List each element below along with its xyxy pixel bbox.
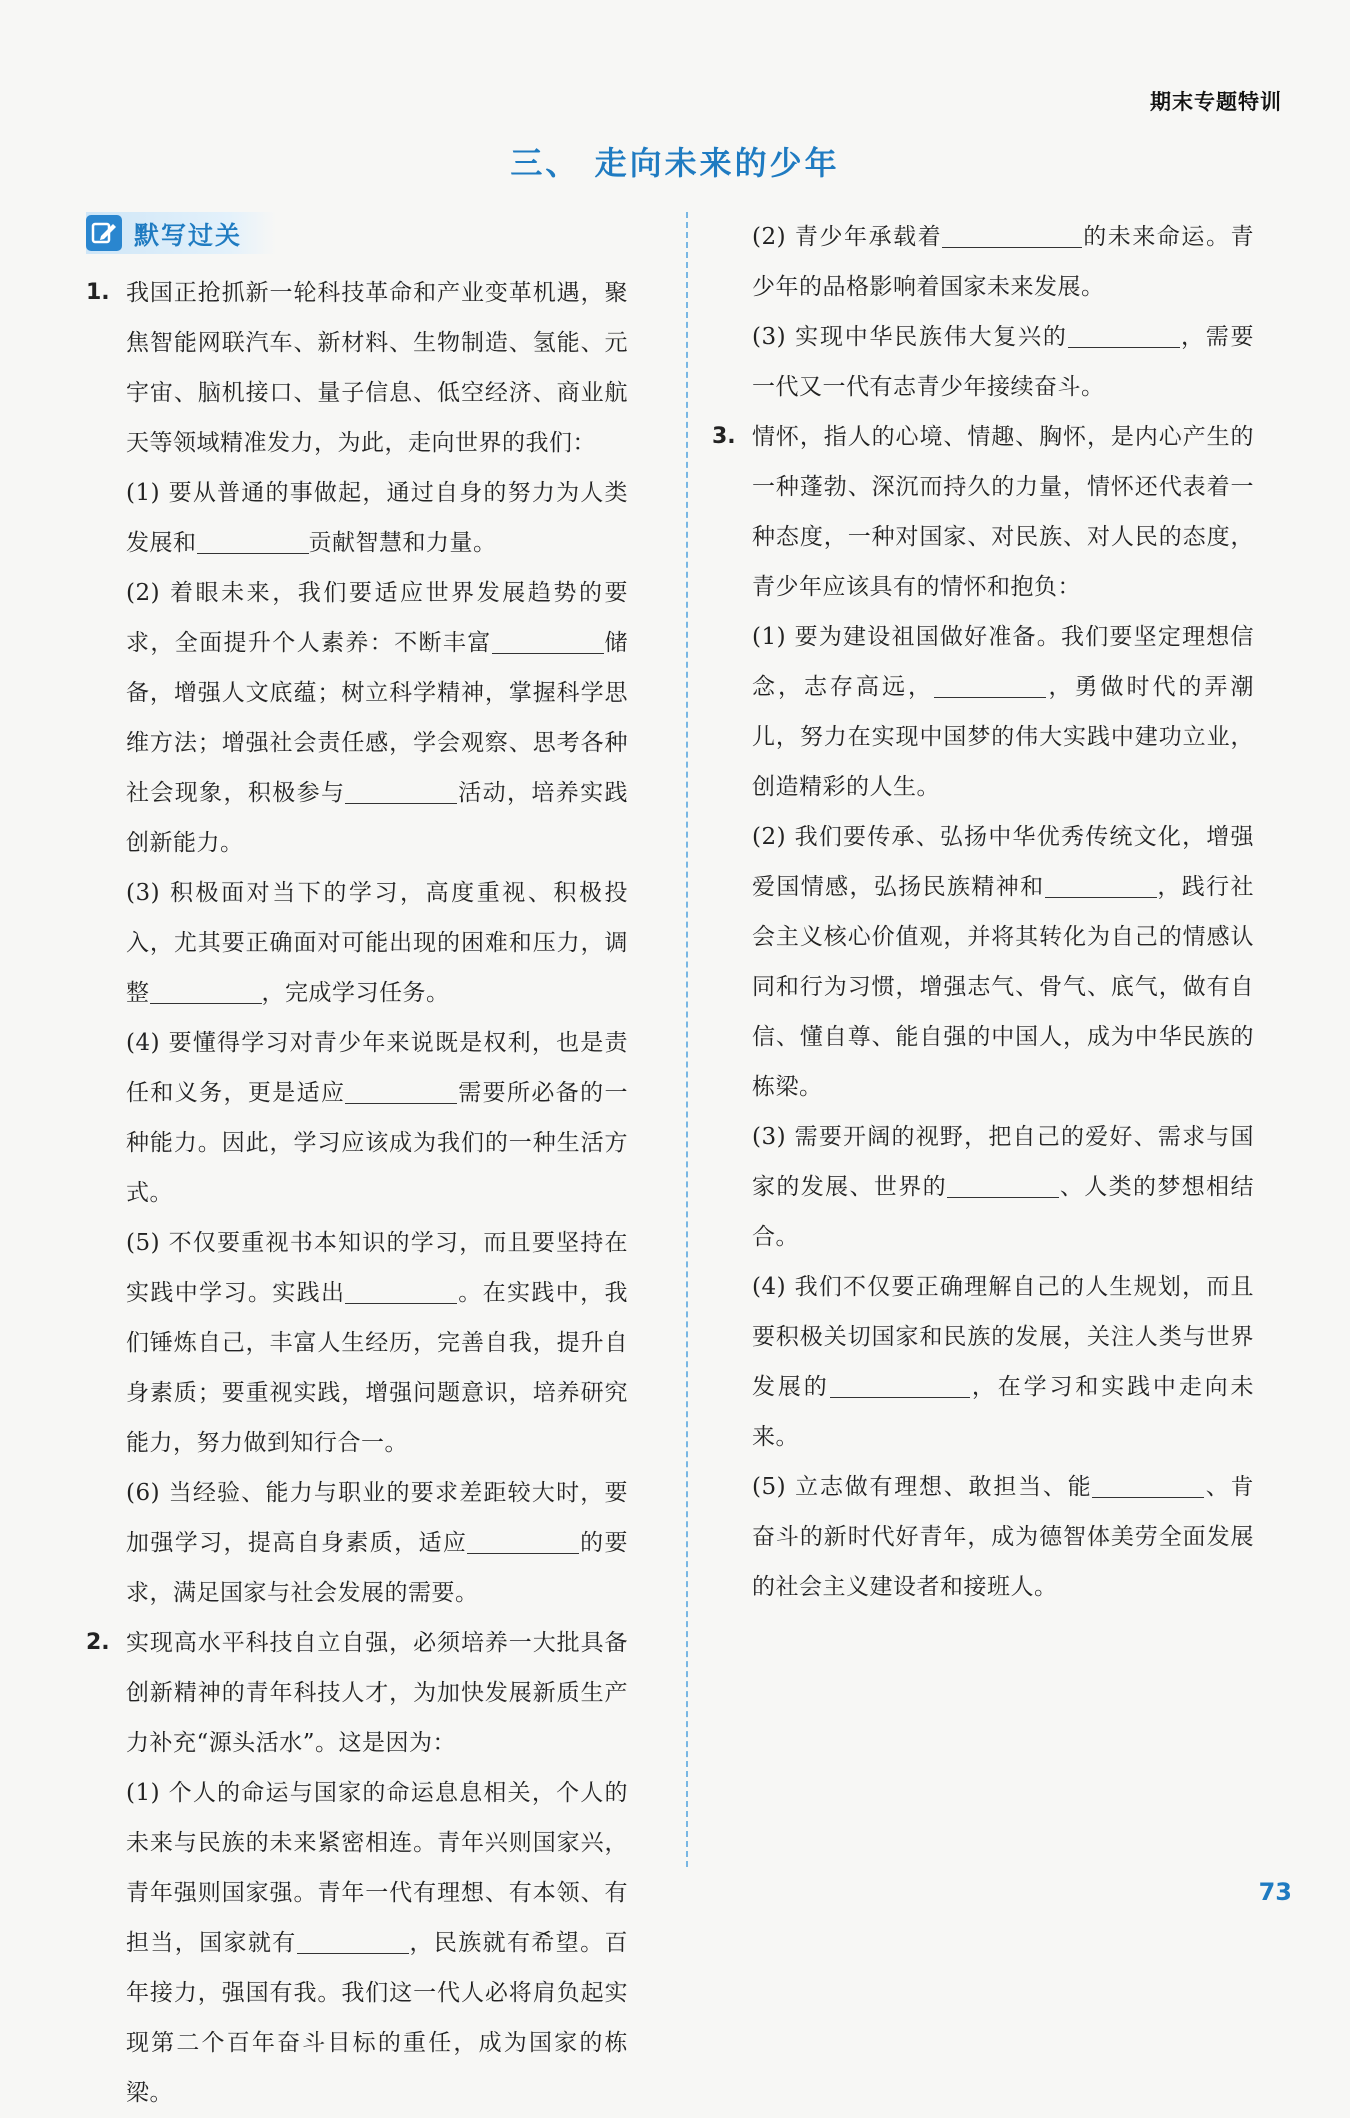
answer-blank[interactable] — [467, 1528, 579, 1554]
sub-item: (1) 要为建设祖国做好准备。我们要坚定理想信念，志存高远， ，勇做时代的弄潮儿，努力在实现中国梦的伟大实践中建功立业，创造精彩的人生。 — [752, 624, 1254, 800]
answer-blank[interactable] — [345, 1278, 457, 1304]
question-number: 3. — [712, 424, 736, 449]
sub-item: (3) 实现中华民族伟大复兴的 ，需要一代又一代有志青少年接续奋斗。 — [752, 312, 1254, 412]
answer-blank[interactable] — [345, 1078, 457, 1104]
sub-item: (4) 要懂得学习对青少年来说既是权利，也是责任和义务，更是适应 需要所必备的一种能力。因此，学习应该成为我们的一种生活方式。 — [126, 1030, 628, 1206]
sub-item: (6) 当经验、能力与职业的要求差距较大时，要加强学习，提高自身素质，适应 的要求，满足国家与社会发展的需要。 — [126, 1480, 628, 1606]
right-column — [712, 212, 1254, 1612]
section-tag — [86, 212, 276, 254]
sub-item: (5) 立志做有理想、敢担当、能 、肯奋斗的新时代好青年，成为德智体美劳全面发展的社会主义建设者和接班人。 — [752, 1462, 1254, 1612]
sub-item: (2) 我们要传承、弘扬中华优秀传统文化，增强爱国情感，弘扬民族精神和 ，践行社会主义核心价值观，并将其转化为自己的情感认同和行为习惯，增强志气、骨气、底气，做有自信、懂自尊、能自强的中国人，成为中华民族的栋梁。 — [752, 824, 1254, 1100]
answer-blank[interactable] — [934, 672, 1046, 698]
question-1 — [86, 268, 628, 1618]
answer-blank[interactable] — [1045, 872, 1157, 898]
section-tag-label: 默写过关 — [134, 221, 243, 250]
question-stem: 实现高水平科技自立自强，必须培养一大批具备创新精神的青年科技人才，为加快发展新质生产力补充“源头活水”。这是因为： — [126, 1630, 628, 1756]
question-2-continued — [712, 212, 1254, 412]
page-number: 73 — [1258, 1878, 1292, 1906]
answer-blank[interactable] — [150, 978, 262, 1004]
question-stem: 我国正抢抓新一轮科技革命和产业变革机遇，聚焦智能网联汽车、新材料、生物制造、氢能、元宇宙、脑机接口、量子信息、低空经济、商业航天等领域精准发力，为此，走向世界的我们： — [126, 280, 628, 456]
sub-item: (1) 要从普通的事做起，通过自身的努力为人类发展和 贡献智慧和力量。 — [126, 480, 628, 556]
column-divider — [686, 212, 688, 1867]
left-column — [86, 212, 628, 2118]
question-3 — [712, 412, 1254, 1612]
answer-blank[interactable] — [1068, 322, 1180, 348]
answer-blank[interactable] — [942, 222, 1082, 248]
sub-item: (2) 着眼未来，我们要适应世界发展趋势的要求，全面提升个人素养：不断丰富 储备，增强人文底蕴；树立科学精神，掌握科学思维方法；增强社会责任感，学会观察、思考各种社会现象，积极参与 活动，培养实践创新能力。 — [126, 580, 628, 856]
answer-blank[interactable] — [345, 778, 457, 804]
pencil-icon — [86, 215, 122, 251]
answer-blank[interactable] — [947, 1172, 1059, 1198]
header-label: 期末专题特训 — [1150, 90, 1282, 114]
question-2 — [86, 1618, 628, 2118]
answer-blank[interactable] — [197, 528, 309, 554]
page-title: 三、 走向未来的少年 — [510, 144, 840, 182]
sub-item: (3) 积极面对当下的学习，高度重视、积极投入，尤其要正确面对可能出现的困难和压力，调整 ，完成学习任务。 — [126, 880, 628, 1006]
question-number: 2. — [86, 1630, 110, 1655]
question-number: 1. — [86, 280, 110, 305]
sub-item: (5) 不仅要重视书本知识的学习，而且要坚持在实践中学习。实践出 。在实践中，我们锤炼自己，丰富人生经历，完善自我，提升自身素质；要重视实践，增强问题意识，培养研究能力，努力做到知行合一。 — [126, 1230, 628, 1456]
sub-item: (4) 我们不仅要正确理解自己的人生规划，而且要积极关切国家和民族的发展，关注人类与世界发展的 ，在学习和实践中走向未来。 — [752, 1274, 1255, 1450]
sub-item: (1) 个人的命运与国家的命运息息相关，个人的未来与民族的未来紧密相连。青年兴则国家兴，青年强则国家强。青年一代有理想、有本领、有担当，国家就有 ，民族就有希望。百年接力，强国有我。我们这一代人必将肩负起实现第二个百年奋斗目标的重任，成为国家的栋梁。 — [126, 1780, 628, 2106]
question-stem: 情怀，指人的心境、情趣、胸怀，是内心产生的一种蓬勃、深沉而持久的力量，情怀还代表着一种态度，一种对国家、对民族、对人民的态度，青少年应该具有的情怀和抱负： — [752, 424, 1254, 600]
sub-item: (3) 需要开阔的视野，把自己的爱好、需求与国家的发展、世界的 、人类的梦想相结合。 — [752, 1124, 1254, 1250]
answer-blank[interactable] — [830, 1372, 970, 1398]
answer-blank[interactable] — [1092, 1472, 1204, 1498]
answer-blank[interactable] — [492, 628, 604, 654]
sub-item: (2) 青少年承载着 的未来命运。青少年的品格影响着国家未来发展。 — [752, 212, 1254, 312]
